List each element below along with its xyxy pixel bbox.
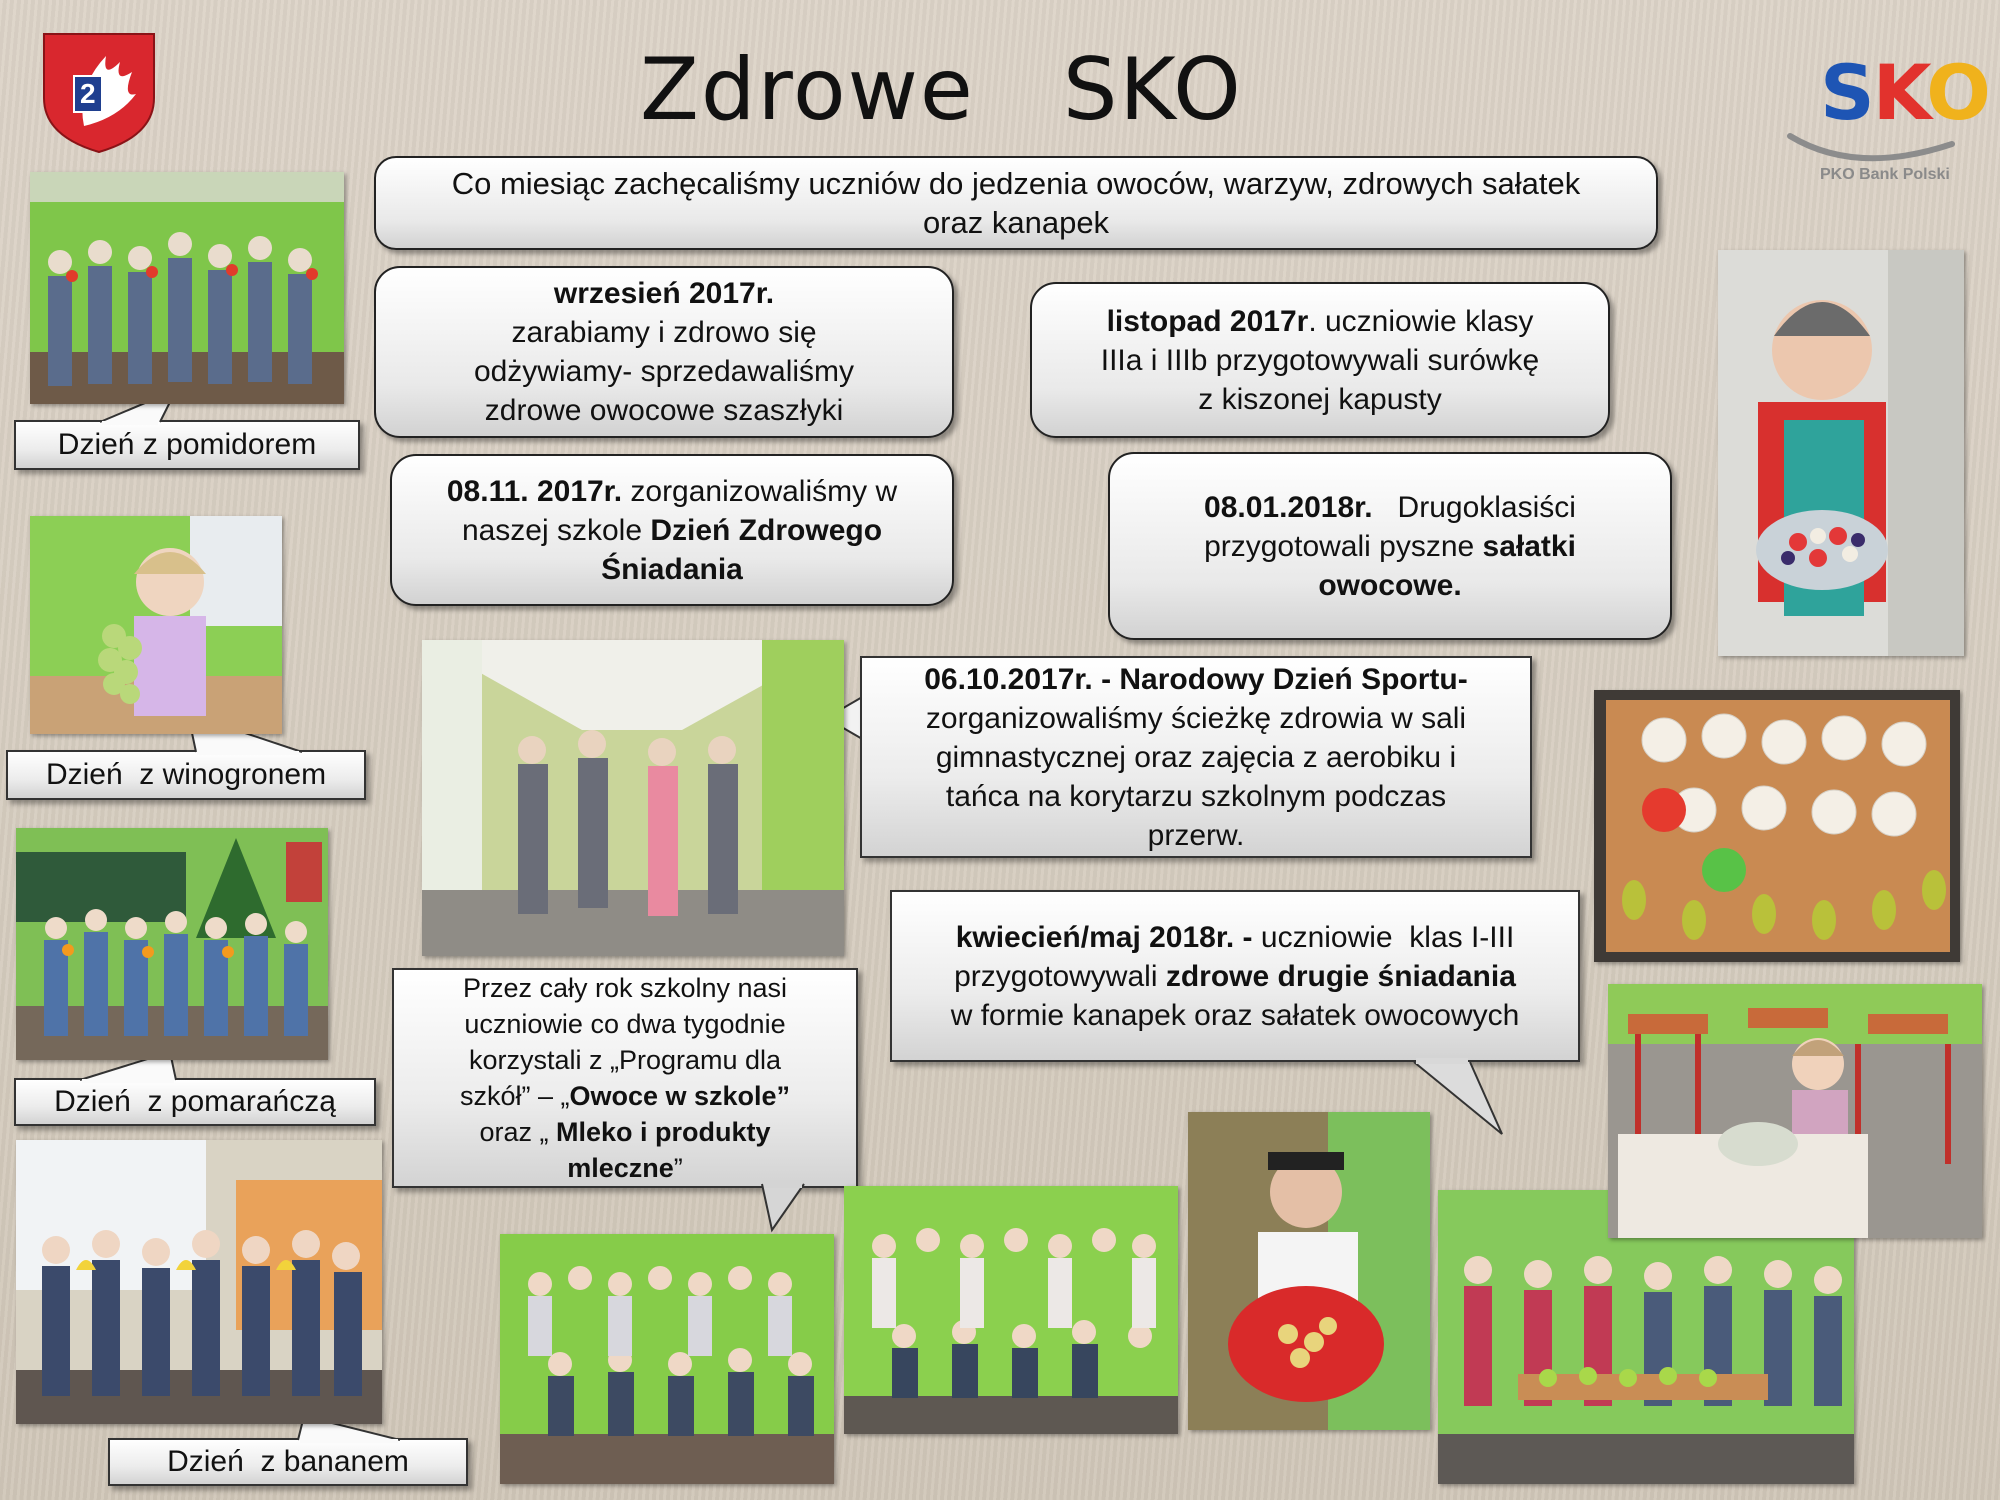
- photo-boy-fruit-salad: [1718, 250, 1964, 656]
- sport-line-1: zorganizowaliśmy ścieżkę zdrowia w sali: [925, 701, 1467, 735]
- january-line-3: owocowe.: [1318, 568, 1462, 602]
- breakfast-day-line-2: naszej szkole: [461, 513, 651, 547]
- november-box: [1030, 282, 1610, 438]
- photo-banana-day-class: [16, 1140, 382, 1424]
- program-line-4: szkół” – „: [459, 1081, 570, 1111]
- photo-sandwiches-and-pears: [1594, 690, 1960, 962]
- september-box: [374, 266, 954, 438]
- sko-letter-o: O: [1926, 48, 1989, 137]
- september-line-3: zdrowe owocowe szaszłyki: [484, 394, 844, 427]
- sport-line-4: przerw.: [1147, 818, 1245, 852]
- november-line-1: . uczniowie klasy: [1308, 304, 1534, 338]
- spring-line-1: uczniowie klas I-III: [1252, 920, 1515, 954]
- january-date: 08.01.2018r.: [1204, 490, 1373, 524]
- photo-grape-day-girl: [30, 516, 282, 734]
- november-line-2: IIIa i IIIb przygotowywali surówkę: [1100, 343, 1540, 377]
- bank-name: PKO Bank Polski: [1820, 166, 1950, 183]
- breakfast-day-date: 08.11. 2017r.: [446, 474, 623, 508]
- program-callout-tail: [760, 1184, 820, 1234]
- spring-healthy-breakfast: zdrowe drugie śniadania: [1165, 959, 1516, 993]
- program-line-6: mleczne: [567, 1153, 674, 1183]
- photo-tomato-day-class: [30, 172, 344, 404]
- photo-boy-salad-bowl: [1188, 1112, 1430, 1430]
- september-line-1: zarabiamy i zdrowo się: [511, 316, 817, 349]
- spring-line-2: przygotowywali: [954, 959, 1166, 993]
- page-title: Zdrowe SKO: [640, 40, 1243, 140]
- sko-swoosh-icon: [1786, 126, 1956, 166]
- january-box: [1108, 452, 1672, 640]
- photo-girl-making-salad: [1608, 984, 1982, 1238]
- photo-program-class-group: [500, 1234, 834, 1484]
- sport-line-3: tańca na korytarzu szkolnym podczas: [945, 779, 1447, 813]
- label-grape: [6, 750, 366, 800]
- program-fruits-in-school: Owoce w szkole: [569, 1081, 777, 1111]
- program-line-5: oraz „: [479, 1117, 556, 1147]
- sko-pko-logo: [1776, 48, 1989, 188]
- photo-orange-day-class: [16, 828, 328, 1060]
- program-line-3: korzystali z „Programu dla: [468, 1045, 782, 1075]
- label-tomato: [14, 420, 360, 470]
- sko-letter-s: S: [1820, 48, 1873, 137]
- breakfast-day-box: [390, 454, 954, 606]
- sport-callout: [860, 656, 1532, 858]
- november-date: listopad 2017r: [1106, 304, 1309, 338]
- photo-sport-day-corridor: [422, 640, 844, 956]
- program-milk-products: Mleko i produkty: [556, 1117, 771, 1147]
- photo-healthy-breakfast-class: [844, 1186, 1178, 1434]
- sko-letter-k: K: [1872, 48, 1927, 137]
- label-grape-text: Dzień z winogronem: [45, 758, 327, 791]
- breakfast-day-event: Dzień Zdrowego: [650, 513, 883, 547]
- breakfast-day-line-1: zorganizowaliśmy w: [622, 474, 898, 508]
- label-banana: [108, 1438, 468, 1486]
- program-line-4-quote: ”: [776, 1081, 791, 1111]
- program-callout: [392, 968, 858, 1188]
- november-line-3: z kiszonej kapusty: [1198, 382, 1442, 416]
- program-line-1: Przez cały rok szkolny nasi: [462, 973, 788, 1003]
- spring-date: kwiecień/maj 2018r. -: [955, 920, 1253, 954]
- crest-number: 2: [80, 78, 96, 109]
- breakfast-day-line-3: Śniadania: [601, 552, 743, 586]
- program-line-2: uczniowie co dwa tygodnie: [464, 1009, 786, 1039]
- january-line-1: Drugoklasiści: [1372, 490, 1576, 524]
- school-crest-logo: [36, 28, 162, 154]
- september-date: wrzesień 2017r.: [553, 277, 775, 310]
- january-salads: sałatki: [1482, 529, 1576, 563]
- label-orange: [14, 1078, 376, 1126]
- label-banana-text: Dzień z bananem: [167, 1445, 409, 1478]
- january-line-2: przygotowali pyszne: [1204, 529, 1483, 563]
- sport-line-2: gimnastycznej oraz zajęcia z aerobiku i: [935, 740, 1457, 774]
- intro-line-2: oraz kanapek: [922, 205, 1110, 240]
- september-line-2: odżywiamy- sprzedawaliśmy: [473, 355, 855, 388]
- label-orange-text: Dzień z pomarańczą: [54, 1085, 336, 1118]
- spring-callout: [890, 890, 1580, 1062]
- intro-line-1: Co miesiąc zachęcaliśmy uczniów do jedzenia owoców, warzyw, zdrowych sałatek: [451, 166, 1581, 201]
- intro-box: [374, 156, 1658, 250]
- spring-line-3: w formie kanapek oraz sałatek owocowych: [950, 998, 1520, 1032]
- program-line-6-quote: ”: [673, 1153, 683, 1183]
- sport-heading: 06.10.2017r. - Narodowy Dzień Sportu-: [924, 662, 1468, 696]
- label-tomato-text: Dzień z pomidorem: [57, 428, 317, 461]
- sko-wordmark: [1820, 48, 1989, 137]
